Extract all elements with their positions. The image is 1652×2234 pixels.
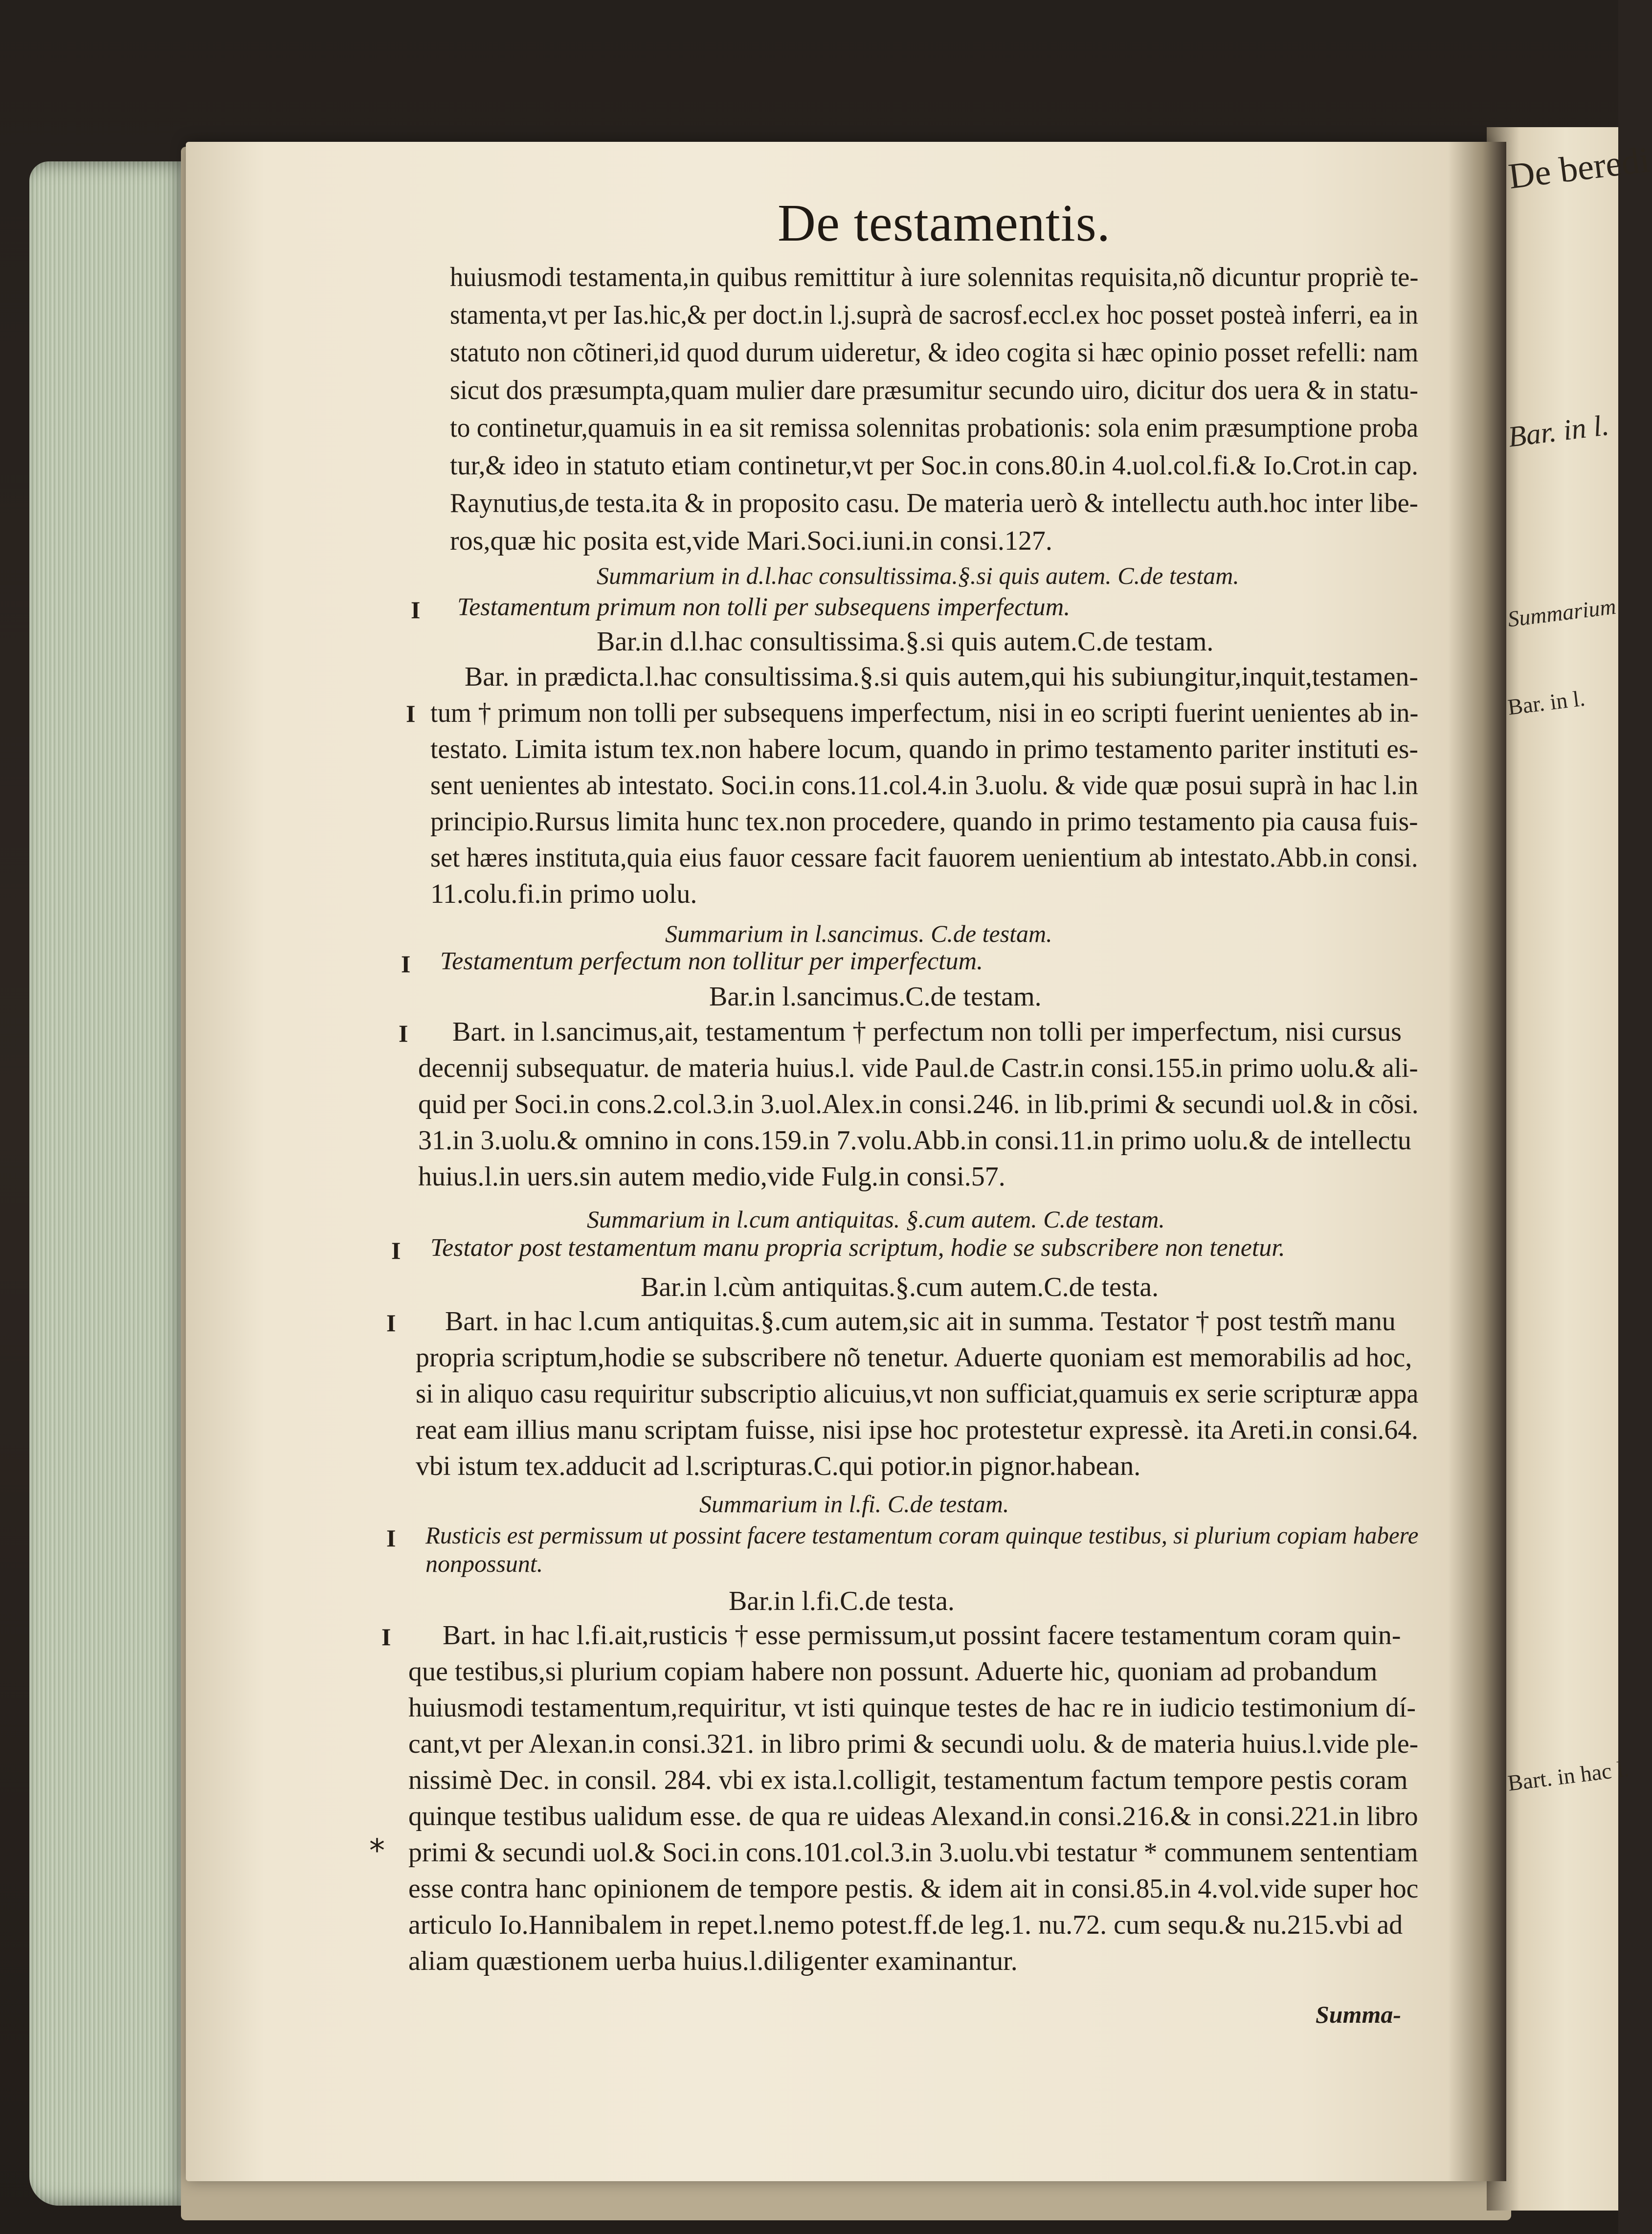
facing-page: [1487, 127, 1652, 2211]
text-line: huiusmodi testamenta,in quibus remittitur à iure solennitas requisita,nõ dicuntur propriè te-: [450, 262, 1419, 292]
facing-page-text: De beredi: [1506, 139, 1652, 197]
page-gutter: [1448, 142, 1506, 2181]
text-line: sicut dos præsumpta,quam mulier dare præsumitur secundo uiro, dicitur dos uera & in statu-: [450, 375, 1418, 405]
text-line: vbi istum tex.adducit ad l.scripturas.C.qui potior.in pignor.habean.: [416, 1451, 1141, 1481]
text-line: principio.Rursus limita hunc tex.non procedere, quando in primo testamento pia causa fuis-: [430, 806, 1418, 837]
catchword: Summa-: [1316, 2001, 1402, 2028]
section-heading: Bar.in l.fi.C.de testa.: [729, 1586, 955, 1616]
margin-mark: I: [411, 596, 421, 624]
text-line: 31.in 3.uolu.& omnino in cons.159.in 7.volu.Abb.in consi.11.in primo uolu.& de intellectu: [418, 1125, 1411, 1156]
text-line: huiusmodi testamentum,requiritur, vt isti quinque testes de hac re in iudicio testimonium dí-: [408, 1693, 1416, 1723]
text-line: Bart. in hac l.cum antiquitas.§.cum autem,sic ait in summa. Testator † post testm̃ manu: [445, 1306, 1396, 1337]
summary-text: nonpossunt.: [425, 1550, 543, 1577]
summary-heading: Summarium in l.cum antiquitas. §.cum autem. C.de testam.: [587, 1206, 1165, 1233]
margin-mark: I: [386, 1524, 396, 1552]
text-line: Bar. in prædicta.l.hac consultissima.§.si quis autem,qui his subiungitur,inquit,testamen-: [465, 662, 1418, 692]
text-line: sent uenientes ab intestato. Soci.in cons.11.col.4.in 3.uolu. & vide quæ posui suprà in hac l.in: [430, 770, 1418, 801]
text-line: aliam quæstionem uerba huius.l.diligenter examinantur.: [408, 1946, 1018, 1976]
text-line: esse contra hanc opinionem de tempore pestis. & idem ait in consi.85.in 4.vol.vide super hoc: [408, 1874, 1419, 1904]
book-fore-edge: [29, 161, 191, 2206]
margin-mark: I: [391, 1237, 401, 1264]
text-line: si in aliquo casu requiritur subscriptio alicuius,vt non sufficiat,quamuis ex serie scripturæ appa: [416, 1379, 1419, 1409]
text-line: 11.colu.fi.in primo uolu.: [430, 879, 697, 909]
facing-page-text: Bart. in hac l.: [1506, 1756, 1630, 1796]
facing-page-text: Bar. in l.: [1506, 408, 1611, 453]
text-line: Raynutius,de testa.ita & in proposito casu. De materia uerò & intellectu auth.hoc inter libe-: [450, 488, 1418, 518]
text-line: huius.l.in uers.sin autem medio,vide Fulg.in consi.57.: [418, 1162, 1005, 1192]
text-line: articulo Io.Hannibalem in repet.l.nemo potest.ff.de leg.1. nu.72. cum sequ.& nu.215.vbi ad: [408, 1910, 1403, 1940]
text-line: Bart. in hac l.fi.ait,rusticis † esse permissum,ut possint facere testamentum coram quin-: [443, 1620, 1401, 1651]
margin-mark: I: [399, 1020, 408, 1047]
summary-heading: Summarium in l.sancimus. C.de testam.: [665, 920, 1052, 947]
margin-mark: I: [386, 1309, 396, 1337]
summary-text: Testamentum perfectum non tollitur per imperfectum.: [440, 947, 983, 975]
running-head: De testamentis.: [778, 194, 1111, 252]
text-line: quid per Soci.in cons.2.col.3.in 3.uol.Alex.in consi.246. in lib.primi & secundi uol.& in cõsi.: [418, 1089, 1419, 1119]
text-line: set hæres instituta,quia eius fauor cessare facit fauorem uenientium ab intestato.Abb.in consi.: [430, 843, 1418, 873]
margin-mark: I: [406, 700, 416, 727]
section-heading: Bar.in l.sancimus.C.de testam.: [709, 982, 1042, 1012]
text-line: primi & secundi uol.& Soci.in cons.101.col.3.in 3.uolu.vbi testatur * communem sententiam: [408, 1837, 1418, 1868]
text-line: to continetur,quamuis in ea sit remissa solennitas probationis: sola enim præsumptione proba: [450, 413, 1418, 443]
text-line: tur,& ideo in statuto etiam continetur,vt per Soc.in cons.80.in 4.uol.col.fi.& Io.Crot.in cap.: [450, 450, 1418, 481]
text-line: quinque testibus ualidum esse. de qua re uideas Alexand.in consi.216.& in consi.221.in libro: [408, 1801, 1418, 1832]
text-line: ros,quæ hic posita est,vide Mari.Soci.iuni.in consi.127.: [450, 526, 1052, 556]
text-line: stamenta,vt per Ias.hic,& per doct.in l.j.suprà de sacrosf.eccl.ex hoc posset posteà inferri, ea in: [450, 300, 1418, 330]
text-line: tum † primum non tolli per subsequens imperfectum, nisi in eo scripti fuerint uenientes ab in-: [430, 698, 1419, 728]
text-line: cant,vt per Alexan.in consi.321. in libro primi & secundi uolu. & de materia huius.l.vide ple-: [408, 1729, 1419, 1759]
margin-mark: I: [381, 1623, 391, 1651]
summary-heading: Summarium in d.l.hac consultissima.§.si quis autem. C.de testam.: [597, 562, 1239, 589]
section-heading: Bar.in l.cùm antiquitas.§.cum autem.C.de testa.: [641, 1272, 1159, 1302]
summary-text: Rusticis est permissum ut possint facere testamentum coram quinque testibus, si plurium copiam habere: [425, 1521, 1419, 1549]
facing-page-text: Summarium: [1506, 593, 1618, 632]
summary-heading: Summarium in l.fi. C.de testam.: [699, 1490, 1009, 1518]
text-line: decennij subsequatur. de materia huius.l. vide Paul.de Castr.in consi.155.in primo uolu.& ali-: [418, 1053, 1418, 1083]
facing-page-text: Bar. in l.: [1506, 685, 1586, 720]
text-line: testato. Limita istum tex.non habere locum, quando in primo testamento pariter instituti es-: [430, 734, 1418, 764]
margin-mark: I: [401, 950, 411, 978]
summary-text: Testamentum primum non tolli per subsequens imperfectum.: [457, 593, 1071, 621]
margin-asterisk: *: [369, 1833, 385, 1869]
text-line: Bart. in l.sancimus,ait, testamentum † perfectum non tolli per imperfectum, nisi cursus: [452, 1017, 1402, 1047]
section-heading: Bar.in d.l.hac consultissima.§.si quis autem.C.de testam.: [597, 626, 1214, 657]
summary-text: Testator post testamentum manu propria scriptum, hodie se subscribere non tenetur.: [430, 1234, 1285, 1262]
text-line: que testibus,si plurium copiam habere non possunt. Aduerte hic, quoniam ad probandum: [408, 1656, 1378, 1687]
text-line: statuto non cõtineri,id quod durum uideretur, & ideo cogita si hæc opinio posset refelli: nam: [450, 337, 1419, 368]
text-line: reat eam illius manu scriptam fuisse, nisi ipse hoc protestetur expressè. ita Areti.in consi.64.: [416, 1415, 1419, 1445]
text-line: propria scriptum,hodie se subscribere nõ tenetur. Aduerte quoniam est memorabilis ad hoc,: [416, 1342, 1412, 1373]
text-line: nissimè Dec. in consil. 284. vbi ex ista.l.colligit, testamentum factum tempore pestis coram: [408, 1765, 1408, 1795]
